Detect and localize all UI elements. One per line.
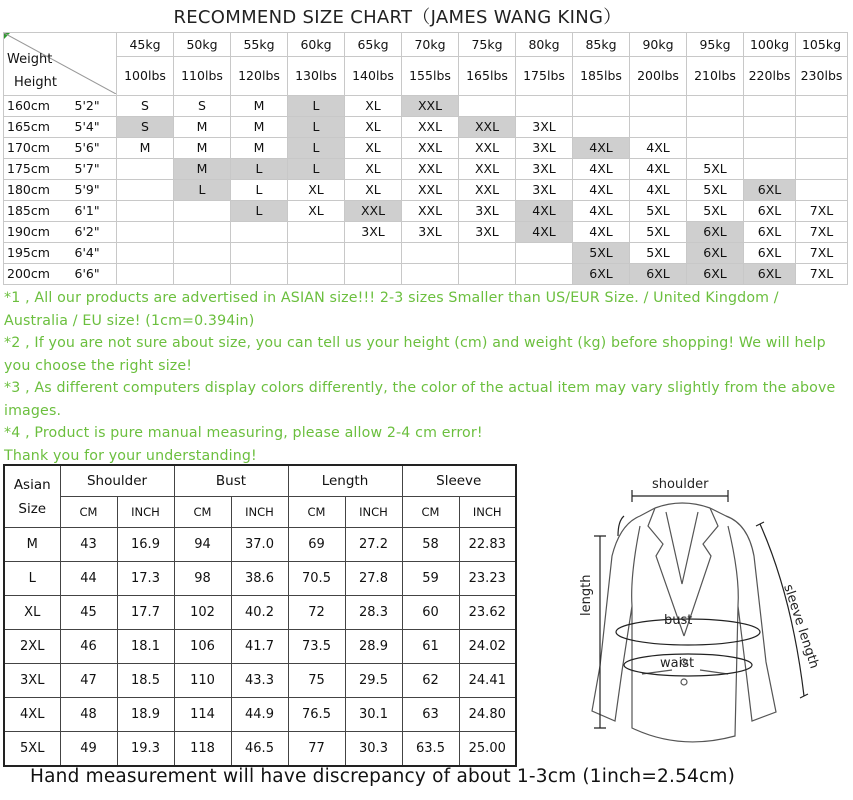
size-cell: S [174, 96, 231, 117]
size-cell: 6XL [744, 201, 796, 222]
size-cell: XL [345, 117, 402, 138]
measurement-value: 29.5 [345, 664, 402, 698]
height-cm: 190cm [4, 222, 69, 243]
measurement-value: 59 [402, 562, 459, 596]
size-cell [117, 264, 174, 285]
size-cell [516, 96, 573, 117]
size-cell: 7XL [796, 264, 848, 285]
measurement-value: 43.3 [231, 664, 288, 698]
height-cm: 170cm [4, 138, 69, 159]
size-cell [174, 243, 231, 264]
measurement-value: 40.2 [231, 596, 288, 630]
size-cell: 4XL [516, 201, 573, 222]
unit-inch: INCH [459, 497, 516, 528]
measurement-value: 69 [288, 528, 345, 562]
weight-lbs-header: 185lbs [573, 57, 630, 96]
height-ft: 6'6" [69, 264, 117, 285]
label-shoulder: shoulder [652, 477, 709, 492]
size-cell: 6XL [744, 264, 796, 285]
measurement-value: 23.23 [459, 562, 516, 596]
weight-lbs-header: 155lbs [402, 57, 459, 96]
height-cm: 200cm [4, 264, 69, 285]
size-cell: XL [345, 138, 402, 159]
height-ft: 5'6" [69, 138, 117, 159]
size-cell [288, 222, 345, 243]
weight-lbs-header: 200lbs [630, 57, 687, 96]
measurement-value: 28.3 [345, 596, 402, 630]
size-cell [630, 117, 687, 138]
size-cell [117, 180, 174, 201]
unit-inch: INCH [117, 497, 174, 528]
height-ft: 6'4" [69, 243, 117, 264]
weight-lbs-header: 140lbs [345, 57, 402, 96]
size-cell [796, 159, 848, 180]
measurement-value: 18.1 [117, 630, 174, 664]
measurement-value: 18.5 [117, 664, 174, 698]
size-cell: 5XL [630, 201, 687, 222]
size-cell: 4XL [630, 159, 687, 180]
measurement-value: 118 [174, 732, 231, 767]
size-cell: L [288, 96, 345, 117]
measurement-value: 75 [288, 664, 345, 698]
note-3: *3 , As different computers display colors differently, the color of the actual item may vary slightly from the above images. [4, 380, 836, 419]
size-cell: XXL [459, 117, 516, 138]
size-label: 4XL [4, 698, 60, 732]
weight-kg-header: 95kg [687, 33, 744, 57]
corner-weight-label: Weight [7, 52, 53, 67]
size-cell: 6XL [573, 264, 630, 285]
size-label: M [4, 528, 60, 562]
size-cell: XXL [402, 180, 459, 201]
size-cell: L [174, 180, 231, 201]
size-cell [174, 264, 231, 285]
size-cell: 6XL [744, 222, 796, 243]
height-cm: 165cm [4, 117, 69, 138]
matrix-row [4, 201, 848, 222]
size-cell: 3XL [459, 222, 516, 243]
size-cell: 6XL [744, 180, 796, 201]
measurement-value: 24.02 [459, 630, 516, 664]
measurement-value: 24.41 [459, 664, 516, 698]
size-cell: XL [288, 180, 345, 201]
weight-kg-header: 90kg [630, 33, 687, 57]
size-cell: 4XL [630, 138, 687, 159]
measurement-value: 76.5 [288, 698, 345, 732]
size-recommendation-matrix [3, 32, 848, 285]
measurement-value: 17.7 [117, 596, 174, 630]
measurement-value: 38.6 [231, 562, 288, 596]
weight-lbs-header: 175lbs [516, 57, 573, 96]
measurement-row [4, 732, 516, 767]
measurement-row [4, 528, 516, 562]
size-cell: 5XL [630, 222, 687, 243]
size-cell [231, 222, 288, 243]
weight-lbs-header: 110lbs [174, 57, 231, 96]
size-label: 2XL [4, 630, 60, 664]
measurement-value: 47 [60, 664, 117, 698]
weight-lbs-header: 230lbs [796, 57, 848, 96]
size-cell [573, 96, 630, 117]
size-cell: 6XL [687, 264, 744, 285]
weight-lbs-header: 220lbs [744, 57, 796, 96]
size-cell: 4XL [573, 159, 630, 180]
size-cell [687, 96, 744, 117]
weight-lbs-header: 120lbs [231, 57, 288, 96]
size-cell [231, 264, 288, 285]
weight-kg-header: 70kg [402, 33, 459, 57]
size-cell: 3XL [516, 117, 573, 138]
size-cell: M [174, 138, 231, 159]
size-cell [687, 117, 744, 138]
size-cell [516, 264, 573, 285]
measurement-row [4, 596, 516, 630]
weight-kg-header: 85kg [573, 33, 630, 57]
height-cm: 175cm [4, 159, 69, 180]
height-cm: 180cm [4, 180, 69, 201]
measurement-value: 102 [174, 596, 231, 630]
size-cell [573, 117, 630, 138]
label-waist: waist [660, 656, 695, 671]
size-cell: XXL [402, 138, 459, 159]
size-label: L [4, 562, 60, 596]
measurement-value: 43 [60, 528, 117, 562]
size-cell [402, 243, 459, 264]
size-cell: 7XL [796, 243, 848, 264]
height-ft: 5'7" [69, 159, 117, 180]
size-cell [687, 138, 744, 159]
size-cell [744, 138, 796, 159]
measurement-value: 63 [402, 698, 459, 732]
size-cell: 4XL [630, 180, 687, 201]
measurement-value: 19.3 [117, 732, 174, 767]
jacket-measurement-diagram [560, 466, 850, 756]
size-cell: 3XL [516, 180, 573, 201]
size-cell [117, 243, 174, 264]
size-cell [796, 180, 848, 201]
measurement-value: 94 [174, 528, 231, 562]
size-cell: XL [345, 180, 402, 201]
size-cell [117, 159, 174, 180]
measurement-value: 48 [60, 698, 117, 732]
measurement-value: 49 [60, 732, 117, 767]
unit-cm: CM [174, 497, 231, 528]
size-cell: L [288, 138, 345, 159]
size-cell: 4XL [573, 180, 630, 201]
measurement-value: 27.2 [345, 528, 402, 562]
size-cell: 4XL [573, 222, 630, 243]
measurement-value: 63.5 [402, 732, 459, 767]
size-cell [402, 264, 459, 285]
height-ft: 5'2" [69, 96, 117, 117]
weight-kg-header: 60kg [288, 33, 345, 57]
matrix-row [4, 243, 848, 264]
weight-kg-header: 80kg [516, 33, 573, 57]
footer-note: Hand measurement will have discrepancy of about 1-3cm (1inch=2.54cm) [30, 766, 736, 787]
height-ft: 5'4" [69, 117, 117, 138]
size-cell: 5XL [687, 159, 744, 180]
corner-height-label: Height [14, 75, 57, 90]
measurement-value: 73.5 [288, 630, 345, 664]
unit-cm: CM [60, 497, 117, 528]
measurement-value: 70.5 [288, 562, 345, 596]
weight-kg-header: 75kg [459, 33, 516, 57]
measurement-value: 58 [402, 528, 459, 562]
size-cell: 5XL [687, 180, 744, 201]
size-cell: L [231, 201, 288, 222]
size-cell: M [231, 138, 288, 159]
size-cell: XXL [402, 96, 459, 117]
size-cell: 4XL [516, 222, 573, 243]
measurement-value: 30.1 [345, 698, 402, 732]
unit-cm: CM [402, 497, 459, 528]
measurement-value: 45 [60, 596, 117, 630]
weight-lbs-header: 100lbs [117, 57, 174, 96]
note-thanks: Thank you for your understanding! [4, 447, 257, 464]
size-cell [516, 243, 573, 264]
measurement-row [4, 698, 516, 732]
size-cell: 6XL [744, 243, 796, 264]
size-cell: 3XL [402, 222, 459, 243]
height-cm: 185cm [4, 201, 69, 222]
label-length: length [579, 574, 594, 616]
size-cell [174, 201, 231, 222]
label-sleeve-length: sleeve length [780, 582, 822, 671]
measurement-value: 44 [60, 562, 117, 596]
measurement-value: 46 [60, 630, 117, 664]
measurement-value: 30.3 [345, 732, 402, 767]
size-cell [345, 264, 402, 285]
weight-lbs-header: 210lbs [687, 57, 744, 96]
group-header-bust: Bust [174, 465, 288, 497]
size-cell [459, 243, 516, 264]
weight-lbs-header: 165lbs [459, 57, 516, 96]
measurement-value: 41.7 [231, 630, 288, 664]
chart-title: RECOMMEND SIZE CHART（JAMES WANG KING） [173, 7, 622, 28]
asian-size-header [4, 465, 60, 528]
weight-kg-header: 50kg [174, 33, 231, 57]
size-cell: 6XL [687, 222, 744, 243]
measurement-value: 23.62 [459, 596, 516, 630]
measurement-table [3, 464, 517, 767]
size-cell: 7XL [796, 222, 848, 243]
measurement-value: 44.9 [231, 698, 288, 732]
size-cell: XXL [345, 201, 402, 222]
size-cell: M [174, 117, 231, 138]
size-cell: 3XL [345, 222, 402, 243]
size-cell: 4XL [573, 201, 630, 222]
measurement-value: 46.5 [231, 732, 288, 767]
weight-kg-header: 45kg [117, 33, 174, 57]
unit-inch: INCH [231, 497, 288, 528]
size-cell [744, 159, 796, 180]
size-label: XL [4, 596, 60, 630]
size-cell: XXL [459, 159, 516, 180]
size-cell [231, 243, 288, 264]
size-cell: XXL [402, 201, 459, 222]
size-cell: 4XL [573, 138, 630, 159]
height-ft: 5'9" [69, 180, 117, 201]
size-cell: M [174, 159, 231, 180]
measurement-value: 28.9 [345, 630, 402, 664]
height-ft: 6'2" [69, 222, 117, 243]
size-cell: L [288, 159, 345, 180]
group-header-length: Length [288, 465, 402, 497]
size-cell [345, 243, 402, 264]
size-cell: 3XL [459, 201, 516, 222]
size-cell: XXL [459, 138, 516, 159]
size-cell: 6XL [687, 243, 744, 264]
measurement-row [4, 630, 516, 664]
weight-kg-header: 100kg [744, 33, 796, 57]
measurement-value: 72 [288, 596, 345, 630]
asian-size-line1: Asian [13, 476, 51, 493]
measurement-row [4, 664, 516, 698]
size-cell: M [117, 138, 174, 159]
measurement-value: 24.80 [459, 698, 516, 732]
height-cm: 160cm [4, 96, 69, 117]
size-cell [744, 117, 796, 138]
size-cell: M [231, 117, 288, 138]
matrix-row [4, 264, 848, 285]
matrix-row [4, 138, 848, 159]
size-cell: L [231, 159, 288, 180]
size-cell: 5XL [630, 243, 687, 264]
size-label: 5XL [4, 732, 60, 767]
size-cell: 5XL [687, 201, 744, 222]
size-cell [288, 243, 345, 264]
size-cell: XL [288, 201, 345, 222]
asian-size-line2: Size [18, 500, 47, 517]
measurement-value: 110 [174, 664, 231, 698]
label-bust: bust [664, 613, 693, 628]
weight-kg-header: 65kg [345, 33, 402, 57]
size-cell: 5XL [573, 243, 630, 264]
weight-kg-header: 105kg [796, 33, 848, 57]
size-cell: L [288, 117, 345, 138]
measurement-value: 25.00 [459, 732, 516, 767]
group-header-sleeve: Sleeve [402, 465, 516, 497]
size-cell: S [117, 96, 174, 117]
measurement-value: 17.3 [117, 562, 174, 596]
size-cell [288, 264, 345, 285]
note-4: *4 , Product is pure manual measuring, please allow 2-4 cm error! [4, 425, 483, 441]
note-1: *1 , All our products are advertised in ASIAN size!!! 2-3 sizes Smaller than US/EUR Size. / United Kingdom / Australia / EU size! (1cm=0.394in) [4, 290, 779, 329]
unit-cm: CM [288, 497, 345, 528]
measurement-value: 16.9 [117, 528, 174, 562]
size-cell: L [231, 180, 288, 201]
measurement-value: 106 [174, 630, 231, 664]
matrix-corner [4, 33, 117, 96]
measurement-value: 37.0 [231, 528, 288, 562]
size-cell [630, 96, 687, 117]
size-cell: 7XL [796, 201, 848, 222]
size-cell: XL [345, 96, 402, 117]
weight-kg-header: 55kg [231, 33, 288, 57]
size-cell: XL [345, 159, 402, 180]
notes [4, 287, 844, 467]
height-ft: 6'1" [69, 201, 117, 222]
measurement-row [4, 562, 516, 596]
size-cell [796, 138, 848, 159]
size-cell [459, 96, 516, 117]
measurement-value: 61 [402, 630, 459, 664]
size-cell [117, 222, 174, 243]
size-cell: 6XL [630, 264, 687, 285]
group-header-shoulder: Shoulder [60, 465, 174, 497]
size-cell: S [117, 117, 174, 138]
size-cell: 3XL [516, 138, 573, 159]
measurement-value: 114 [174, 698, 231, 732]
size-cell [796, 117, 848, 138]
measurement-value: 18.9 [117, 698, 174, 732]
size-cell [117, 201, 174, 222]
note-2: *2 , If you are not sure about size, you can tell us your height (cm) and weight (kg) before shopping! We will help you choose the right size! [4, 335, 826, 374]
measurement-value: 62 [402, 664, 459, 698]
measurement-value: 77 [288, 732, 345, 767]
matrix-row [4, 117, 848, 138]
size-cell: M [231, 96, 288, 117]
size-cell [174, 222, 231, 243]
size-cell: 3XL [516, 159, 573, 180]
size-cell: XXL [402, 159, 459, 180]
measurement-value: 22.83 [459, 528, 516, 562]
measurement-value: 60 [402, 596, 459, 630]
matrix-row [4, 222, 848, 243]
size-label: 3XL [4, 664, 60, 698]
matrix-row [4, 159, 848, 180]
matrix-row [4, 180, 848, 201]
height-cm: 195cm [4, 243, 69, 264]
size-cell [796, 96, 848, 117]
measurement-value: 27.8 [345, 562, 402, 596]
size-cell [459, 264, 516, 285]
size-cell: XXL [402, 117, 459, 138]
measurement-value: 98 [174, 562, 231, 596]
size-cell [744, 96, 796, 117]
size-cell: XXL [459, 180, 516, 201]
matrix-row [4, 96, 848, 117]
weight-lbs-header: 130lbs [288, 57, 345, 96]
unit-inch: INCH [345, 497, 402, 528]
